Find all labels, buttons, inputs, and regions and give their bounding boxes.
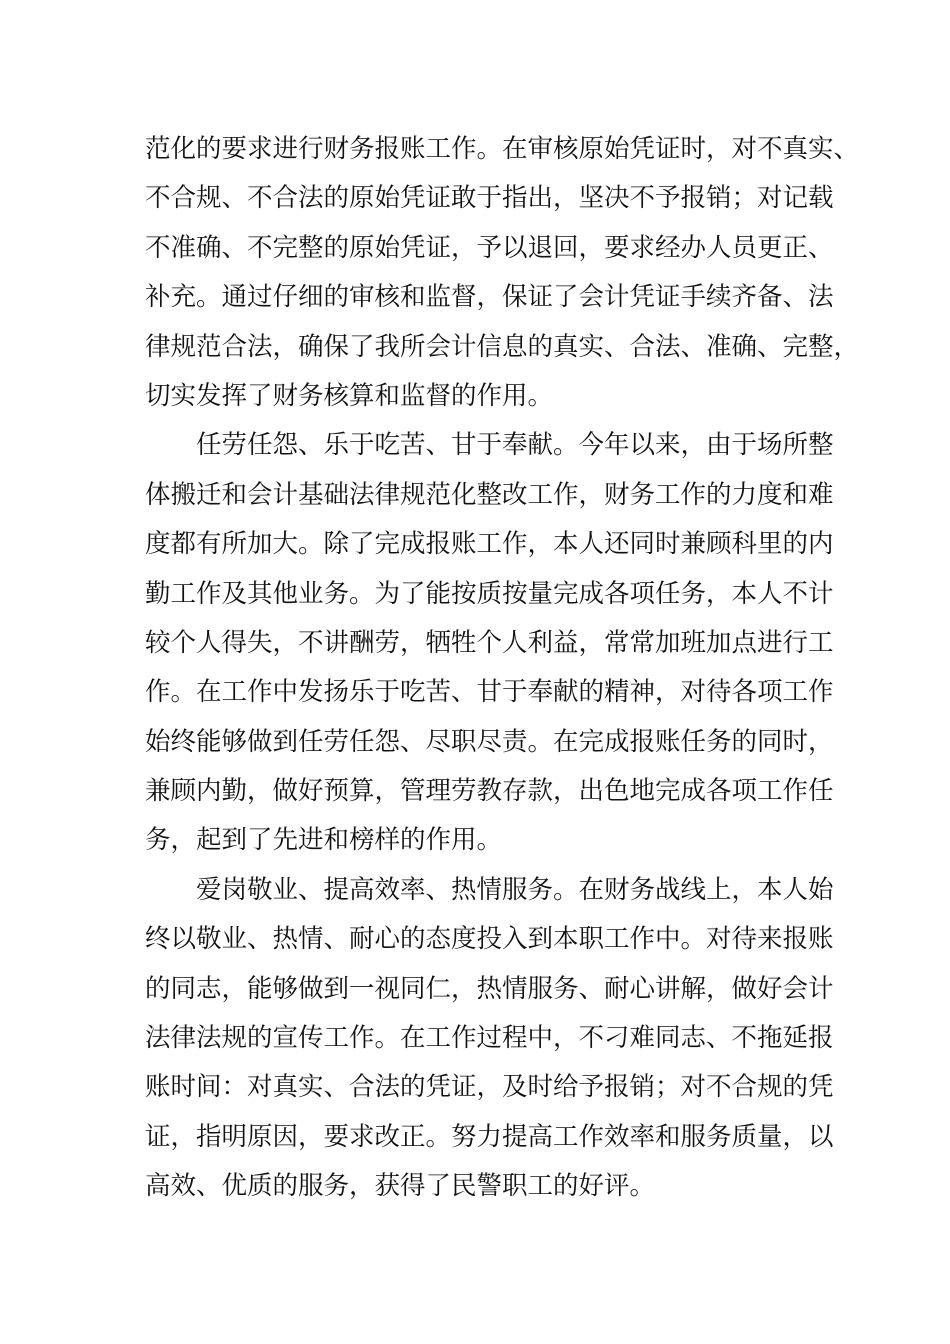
text-line: 勤工作及其他业务。为了能按质按量完成各项任务，本人不计	[145, 578, 834, 609]
text-line: 不准确、不完整的原始凭证，予以退回，要求经办人员更正、	[145, 232, 834, 263]
paragraph-hard-work	[145, 421, 834, 866]
text-line: 体搬迁和会计基础法律规范化整改工作，财务工作的力度和难	[145, 479, 834, 510]
text-line: 爱岗敬业、提高效率、热情服务。在财务战线上，本人始	[196, 874, 834, 905]
text-line: 终以敬业、热情、耐心的态度投入到本职工作中。对待来报账	[145, 924, 834, 955]
paragraph-dedication-service	[145, 866, 834, 1212]
text-line: 律规范合法，确保了我所会计信息的真实、合法、准确、完整，	[145, 331, 860, 362]
text-line: 务，起到了先进和榜样的作用。	[145, 825, 503, 856]
text-line: 始终能够做到任劳任怨、尽职尽责。在完成报账任务的同时，	[145, 726, 834, 757]
text-line: 任劳任怨、乐于吃苦、甘于奉献。今年以来，由于场所整	[196, 430, 834, 461]
text-line: 切实发挥了财务核算和监督的作用。	[145, 380, 554, 411]
text-line: 不合规、不合法的原始凭证敢于指出，坚决不予报销；对记载	[145, 183, 834, 214]
text-line: 账时间：对真实、合法的凭证，及时给予报销；对不合规的凭	[145, 1072, 834, 1103]
text-line: 证，指明原因，要求改正。努力提高工作效率和服务质量，以	[145, 1121, 834, 1152]
document-body	[145, 125, 860, 1212]
paragraph-financial-review	[145, 125, 860, 421]
text-line: 度都有所加大。除了完成报账工作，本人还同时兼顾科里的内	[145, 529, 834, 560]
text-line: 法律法规的宣传工作。在工作过程中，不刁难同志、不拖延报	[145, 1023, 834, 1054]
text-line: 的同志，能够做到一视同仁，热情服务、耐心讲解，做好会计	[145, 973, 834, 1004]
text-line: 作。在工作中发扬乐于吃苦、甘于奉献的精神，对待各项工作	[145, 677, 834, 708]
text-line: 较个人得失，不讲酬劳，牺牲个人利益，常常加班加点进行工	[145, 627, 834, 658]
text-line: 高效、优质的服务，获得了民警职工的好评。	[145, 1171, 656, 1202]
text-line: 兼顾内勤，做好预算，管理劳教存款，出色地完成各项工作任	[145, 776, 834, 807]
text-line: 补充。通过仔细的审核和监督，保证了会计凭证手续齐备、法	[145, 282, 834, 313]
text-line: 范化的要求进行财务报账工作。在审核原始凭证时，对不真实、	[145, 134, 860, 164]
